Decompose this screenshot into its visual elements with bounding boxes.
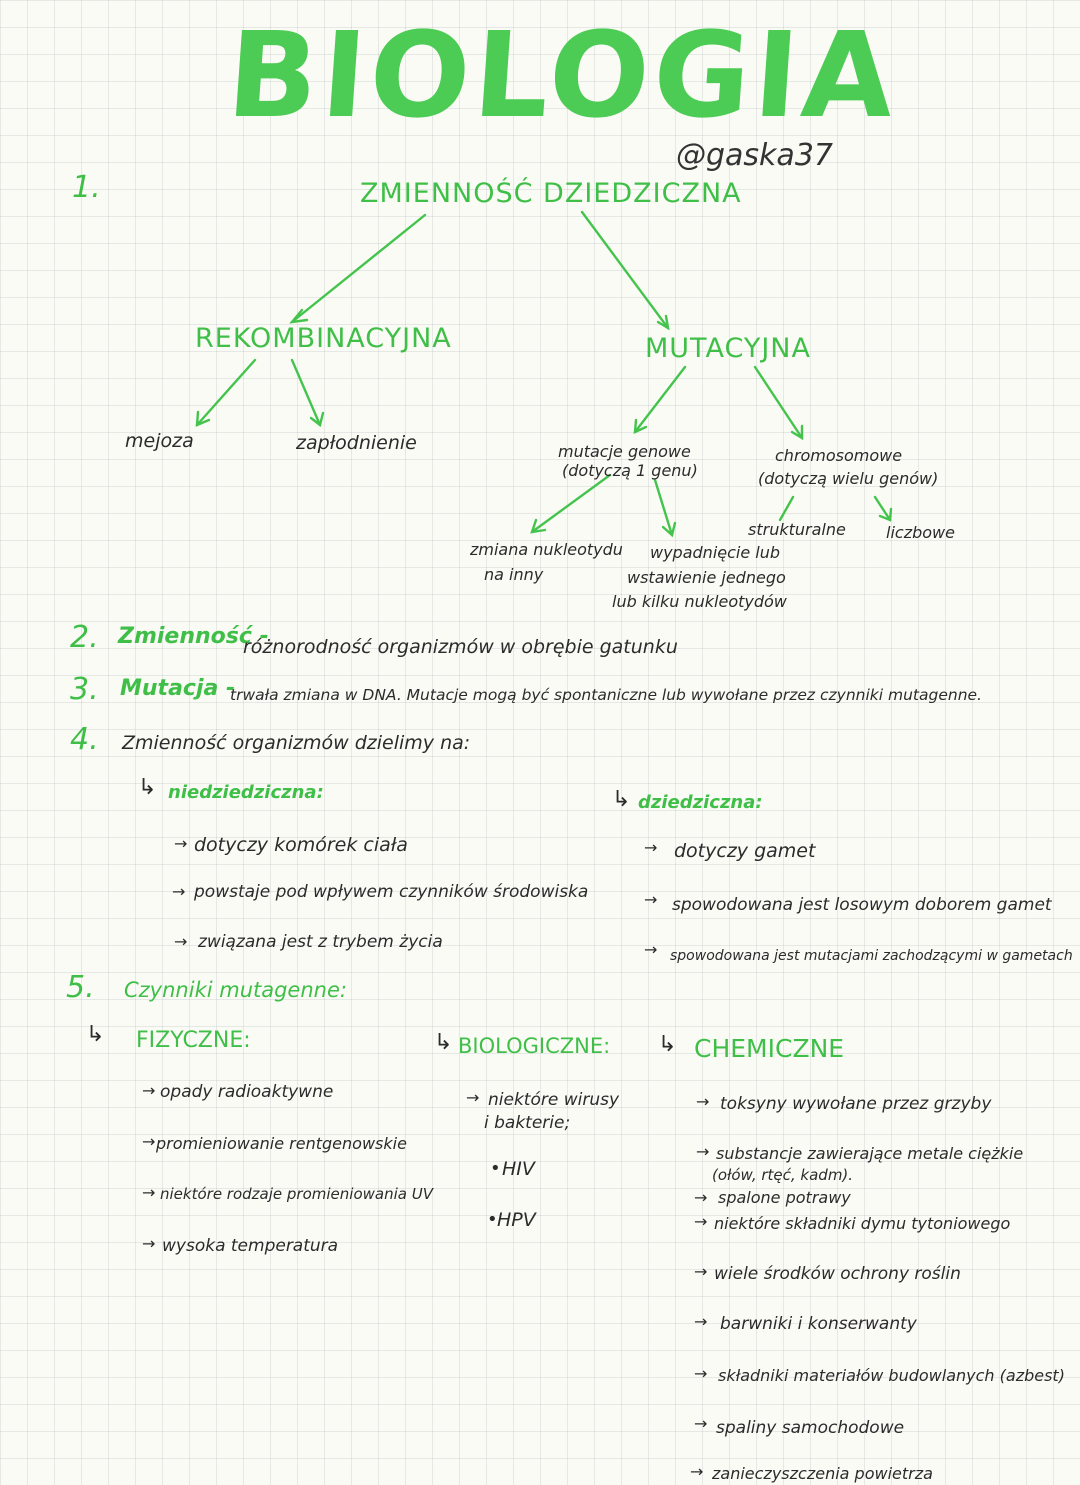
biologiczne-item-2: i bakterie; <box>484 1113 571 1133</box>
biologiczne-label: BIOLOGICZNE: <box>458 1034 611 1058</box>
tree-chromosomowe-note: (dotyczą wielu genów) <box>758 469 939 488</box>
biologiczne-item-1: niektóre wirusy <box>488 1090 620 1110</box>
arrow-icon: → <box>172 882 186 901</box>
dziedziczna-label: dziedziczna: <box>638 792 763 813</box>
arrow-icon: → <box>694 1212 708 1231</box>
bullet-icon: • <box>487 1209 498 1230</box>
chemiczne-item-6: wiele środków ochrony roślin <box>714 1264 961 1284</box>
niedziedziczna-item-3: związana jest z trybem życia <box>198 932 443 952</box>
arrow-icon: → <box>644 890 658 909</box>
arrow-icon: → <box>142 1183 156 1202</box>
def-4-number: 4. <box>70 722 99 757</box>
tree-lub-kilku: lub kilku nukleotydów <box>612 592 787 611</box>
chemiczne-item-10: zanieczyszczenia powietrza <box>712 1464 933 1483</box>
section-1-number: 1. <box>72 170 101 205</box>
arrow-icon: → <box>694 1364 708 1383</box>
def-2-number: 2. <box>70 620 99 655</box>
arrow-icon: → <box>694 1262 708 1281</box>
factors-title: Czynniki mutagenne: <box>124 978 347 1002</box>
def-2-text: różnorodność organizmów w obrębie gatunku <box>243 636 678 658</box>
fizyczne-item-2: promieniowanie rentgenowskie <box>156 1134 407 1153</box>
tree-wypadniecie: wypadnięcie lub <box>650 543 781 562</box>
tree-rekombinacyjna: REKOMBINACYJNA <box>195 323 452 354</box>
arrow-icon: → <box>696 1092 710 1111</box>
bullet-icon: • <box>490 1158 501 1179</box>
arrow-icon: → <box>466 1088 480 1107</box>
chemiczne-label: CHEMICZNE <box>694 1034 845 1063</box>
corner-arrow-icon: ↳ <box>434 1030 453 1055</box>
tree-strukturalne: strukturalne <box>748 520 846 539</box>
dziedziczna-item-2: spowodowana jest losowym doborem gamet <box>672 895 1052 915</box>
fizyczne-item-1: opady radioaktywne <box>160 1082 334 1102</box>
arrow-icon: → <box>694 1312 708 1331</box>
corner-arrow-icon: ↳ <box>138 775 157 800</box>
tree-zaplodnienie: zapłodnienie <box>296 432 417 454</box>
arrow-icon: → <box>690 1462 704 1481</box>
dziedziczna-item-3: spowodowana jest mutacjami zachodzącymi w gametach <box>670 948 1073 964</box>
author-handle: @gaska37 <box>676 138 833 173</box>
def-4-text: Zmienność organizmów dzielimy na: <box>122 732 471 754</box>
chemiczne-item-2: substancje zawierające metale ciężkie <box>716 1144 1024 1163</box>
section-5-number: 5. <box>66 970 95 1005</box>
arrow-icon: → <box>142 1234 156 1253</box>
arrow-icon: → <box>142 1081 156 1100</box>
tree-mutacyjna: MUTACYJNA <box>645 333 811 364</box>
corner-arrow-icon: ↳ <box>658 1032 677 1057</box>
tree-liczbowe: liczbowe <box>886 523 955 542</box>
tree-na-inny: na inny <box>484 565 544 584</box>
page-title: BIOLOGIA <box>223 6 903 144</box>
def-2-term: Zmienność - <box>118 624 269 649</box>
corner-arrow-icon: ↳ <box>86 1022 105 1047</box>
chemiczne-item-8: składniki materiałów budowlanych (azbest) <box>718 1366 1065 1385</box>
biologiczne-item-3: HIV <box>502 1158 535 1180</box>
dziedziczna-item-1: dotyczy gamet <box>674 840 816 862</box>
tree-chromosomowe: chromosomowe <box>775 446 903 465</box>
def-3-term: Mutacja - <box>120 676 236 701</box>
arrow-icon: → <box>142 1132 156 1151</box>
chemiczne-item-3: (ołów, rtęć, kadm). <box>712 1166 854 1184</box>
niedziedziczna-label: niedziedziczna: <box>168 782 324 803</box>
niedziedziczna-item-1: dotyczy komórek ciała <box>194 834 408 856</box>
tree-genowe-note: (dotyczą 1 genu) <box>562 461 698 480</box>
fizyczne-item-4: wysoka temperatura <box>162 1236 339 1256</box>
fizyczne-label: FIZYCZNE: <box>136 1028 251 1053</box>
corner-arrow-icon: ↳ <box>612 787 631 812</box>
arrow-icon: → <box>694 1414 708 1433</box>
arrow-icon: → <box>694 1188 708 1207</box>
arrow-icon: → <box>644 940 658 959</box>
fizyczne-item-3: niektóre rodzaje promieniowania UV <box>160 1185 433 1203</box>
chemiczne-item-7: barwniki i konserwanty <box>720 1314 917 1334</box>
chemiczne-item-5: niektóre składniki dymu tytoniowego <box>714 1214 1011 1233</box>
tree-mejoza: mejoza <box>125 430 194 452</box>
tree-root: ZMIENNOŚĆ DZIEDZICZNA <box>360 178 742 209</box>
tree-mutacje-genowe: mutacje genowe <box>558 442 691 461</box>
def-3-number: 3. <box>70 672 99 707</box>
tree-wstawienie: wstawienie jednego <box>627 568 786 587</box>
arrow-icon: → <box>644 838 658 857</box>
biologiczne-item-4: HPV <box>497 1209 536 1231</box>
chemiczne-item-4: spalone potrawy <box>718 1188 851 1207</box>
tree-zmiana-nukleotydu: zmiana nukleotydu <box>470 540 623 559</box>
chemiczne-item-9: spaliny samochodowe <box>716 1418 905 1438</box>
arrow-icon: → <box>174 932 188 951</box>
arrow-icon: → <box>696 1142 710 1161</box>
chemiczne-item-1: toksyny wywołane przez grzyby <box>720 1094 992 1114</box>
niedziedziczna-item-2: powstaje pod wpływem czynników środowiska <box>194 882 589 902</box>
def-3-text: trwała zmiana w DNA. Mutacje mogą być spontaniczne lub wywołane przez czynniki mutagenne. <box>230 686 982 704</box>
arrow-icon: → <box>174 834 188 853</box>
